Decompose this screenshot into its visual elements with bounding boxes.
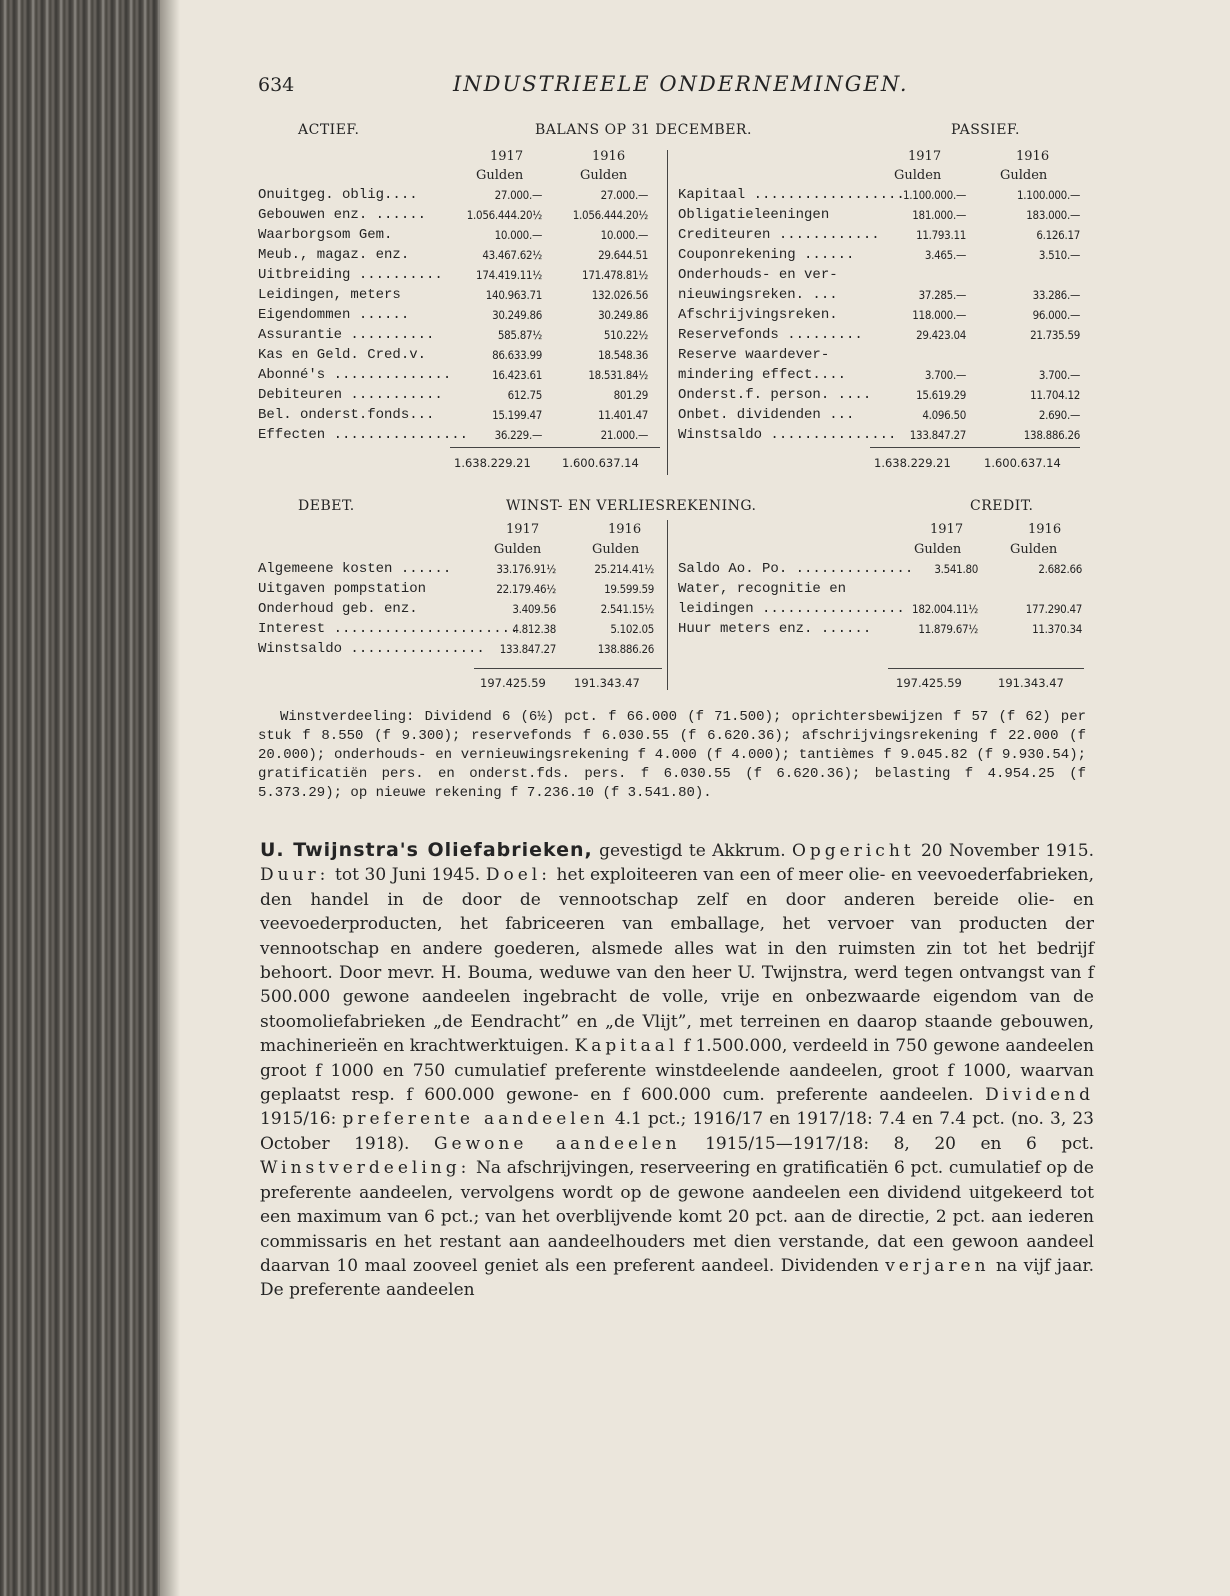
company-entry: U. Twijnstra's Oliefabrieken, gevestigd te Akkrum. Opgericht 20 November 1915. Duur: tot 30 Juni 1945. Doel: het exploiteeren van een of meer olie- en veevoederfabrieken, den handel in de door de vennootschap zelf en door anderen bereide olie- en veevoederproducten, het fabriceeren van emballage, het vervoer van producten der vennootschap en andere goederen, alsmede alles wat in den ruimsten zin tot het bedrijf behoort. Door mevr. H. Bouma, weduwe van den heer U. Twijnstra, werd tegen ontvangst van f 500.000 gewone aandeelen ingebracht de volle, vrije en onbezwaarde eigendom van de stoomoliefabrieken „de Eendracht” en „de Vlijt”, met terreinen en daarop staande gebouwen, machinerieën en krachtwerktuigen. Kapitaal f 1.500.000, verdeeld in 750 gewone aandeelen groot f 1000 en 750 cumulatief preferente winstdeelende aandeelen, groot f 1000, waarvan geplaatst resp. f 600.000 gewone- en f 600.000 cum. preferente aandeelen. Dividend 1915/16: preferente aandeelen 4.1 pct.; 1916/17 en 1917/18: 7.4 en 7.4 pct. (no. 3, 23 October 1918). Gewone aandeelen 1915/15—1917/18: 8, 20 en 6 pct. Winstverdeeling: Na afschrijvingen, reserveering en gratificatiën 6 pct. cumulatief op de preferente aandeelen, vervolgens wordt op de gewone aandeelen een dividend uitgekeerd tot een maximum van 6 pct.; van het overblijvende komt 20 pct. aan de directie, 2 pct. aan iederen commissaris en het restant aan aandeelhouders met dien verstande, dat een gewoon aandeel daarvan 10 maal zooveel geniet als een preferent aandeel. Dividenden verjaren na vijf jaar. De preferente aandeelen <box>260 839 1094 1301</box>
debet-total-1917: 197.425.59 <box>480 676 546 690</box>
unit-header: Gulden <box>476 168 524 183</box>
debet-heading: DEBET. <box>298 498 355 514</box>
total-rule <box>888 668 1084 669</box>
unit-header: Gulden <box>494 542 542 557</box>
unit-header: Gulden <box>580 168 628 183</box>
preferente-label: preferente aandeelen <box>342 1109 609 1130</box>
column-divider <box>667 150 668 475</box>
year-header: 1917 <box>930 522 964 537</box>
column-divider <box>667 520 668 690</box>
debet-1916-values: 25.214.41½ 19.599.59 2.541.15½ 5.102.05 138.886.26 <box>594 562 654 656</box>
actief-heading: ACTIEF. <box>298 122 360 138</box>
unit-header: Gulden <box>592 542 640 557</box>
verjaren-label: verjaren <box>885 1255 990 1276</box>
actief-1917-values: 27.000.— 1.056.444.20½ 10.000.— 43.467.62½ 174.419.11½ 140.963.71 30.249.86 585.87½ 86.633.99 16.423.61 612.75 15.199.47 36.229.— <box>466 188 542 442</box>
total-rule <box>474 668 662 669</box>
unit-header: Gulden <box>914 542 962 557</box>
unit-header: Gulden <box>1010 542 1058 557</box>
opgericht-label: Opgericht <box>791 841 915 861</box>
debet-total-1916: 191.343.47 <box>574 676 640 690</box>
balance-sheet <box>258 122 1090 482</box>
credit-1917-values: 3.541.80 182.004.11½ 11.879.67½ <box>912 562 978 636</box>
profit-loss-account <box>258 498 1090 698</box>
passief-labels: Kapitaal .................. Obligatieleeningen Crediteuren ............ Couponrekening ...... Onderhouds- en ver- nieuwingsreken. ... Afschrijvingsreken. Reservefonds ......... Reserve waardever- mindering effect.... Onderst.f. person. .... Onbet. dividenden ... Winstsaldo ............... <box>678 187 905 443</box>
year-header: 1917 <box>908 149 942 164</box>
credit-labels: Saldo Ao. Po. .............. Water, recognitie en leidingen ................. Huur meters enz. ...... <box>678 561 914 637</box>
unit-header: Gulden <box>1000 168 1048 183</box>
credit-heading: CREDIT. <box>970 498 1034 514</box>
year-header: 1916 <box>1028 522 1062 537</box>
passief-1916-values: 1.100.000.— 183.000.— 6.126.17 3.510.— 33.286.— 96.000.— 21.735.59 3.700.— 11.704.12 2.690.— 138.886.26 <box>1017 188 1080 442</box>
credit-1916-values: 2.682.66 177.290.47 11.370.34 <box>1025 562 1082 636</box>
actief-total-1917: 1.638.229.21 <box>454 456 531 470</box>
doel-label: Doel: <box>485 865 551 886</box>
passief-1917-values: 1.100.000.— 181.000.— 11.793.11 3.465.— 37.285.— 118.000.— 29.423.04 3.700.— 15.619.29 4.096.50 133.847.27 <box>903 188 966 442</box>
company-name: U. Twijnstra's Oliefabrieken, <box>260 839 593 861</box>
page-gutter <box>160 0 180 1596</box>
passief-total-1916: 1.600.637.14 <box>984 456 1061 470</box>
gewone-label: Gewone aandeelen <box>433 1133 681 1154</box>
winst-title: WINST- EN VERLIESREKENING. <box>506 498 757 514</box>
actief-total-1916: 1.600.637.14 <box>562 456 639 470</box>
book-page <box>160 0 1230 1596</box>
running-head <box>258 72 1088 102</box>
passief-total-1917: 1.638.229.21 <box>874 456 951 470</box>
credit-total-1916: 191.343.47 <box>998 676 1064 690</box>
duur-label: Duur: <box>260 865 330 886</box>
winstverdeeling-note: Winstverdeeling: Dividend 6 (6½) pct. f 66.000 (f 71.500); oprichtersbewijzen f 57 (f 62) per stuk f 8.550 (f 9.300); reservefonds f 6.030.55 (f 6.620.36); afschrijvingsrekening f 22.000 (f 20.000); onderhouds- en vernieuwingsrekening f 4.000 (f 4.000); tantièmes f 9.045.82 (f 9.930.54); gratificatiën pers. en onderst.fds. pers. f 6.030.55 (f 6.620.36); belasting f 4.954.25 (f 5.373.29); op nieuwe rekening f 7.236.10 (f 3.541.80). <box>258 709 1086 801</box>
year-header: 1917 <box>490 149 524 164</box>
year-header: 1916 <box>608 522 642 537</box>
credit-total-1917: 197.425.59 <box>896 676 962 690</box>
year-header: 1916 <box>592 149 626 164</box>
total-rule <box>870 447 1080 448</box>
balans-title: BALANS OP 31 DECEMBER. <box>535 122 752 138</box>
actief-labels: Onuitgeg. oblig.... Gebouwen enz. ...... Waarborgsom Gem. Meub., magaz. enz. Uitbreiding .......... Leidingen, meters Eigendommen ...... Assurantie .......... Kas en Geld. Cred.v. Abonné's .............. Debiteuren ........... Bel. onderst.fonds... Effecten ................ <box>258 187 469 443</box>
running-title: INDUSTRIEELE ONDERNEMINGEN. <box>453 72 909 96</box>
year-header: 1916 <box>1016 149 1050 164</box>
page-number: 634 <box>258 74 295 96</box>
kapitaal-label: Kapitaal <box>574 1036 679 1057</box>
total-rule <box>450 447 660 448</box>
actief-1916-values: 27.000.— 1.056.444.20½ 10.000.— 29.644.51 171.478.81½ 132.026.56 30.249.86 510.22½ 18.548.36 18.531.84½ 801.29 11.401.47 21.000.— <box>572 188 648 442</box>
debet-1917-values: 33.176.91½ 22.179.46½ 3.409.56 4.812.38 133.847.27 <box>496 562 556 656</box>
winstverdeeling-label: Winstverdeeling: <box>260 1158 471 1179</box>
passief-heading: PASSIEF. <box>951 122 1020 138</box>
unit-header: Gulden <box>894 168 942 183</box>
book-edge <box>0 0 165 1596</box>
dividend-label: Dividend <box>985 1085 1094 1106</box>
year-header: 1917 <box>506 522 540 537</box>
debet-labels: Algemeene kosten ...... Uitgaven pompstation Onderhoud geb. enz. Interest ...................... Winstsaldo ................ <box>258 561 519 657</box>
